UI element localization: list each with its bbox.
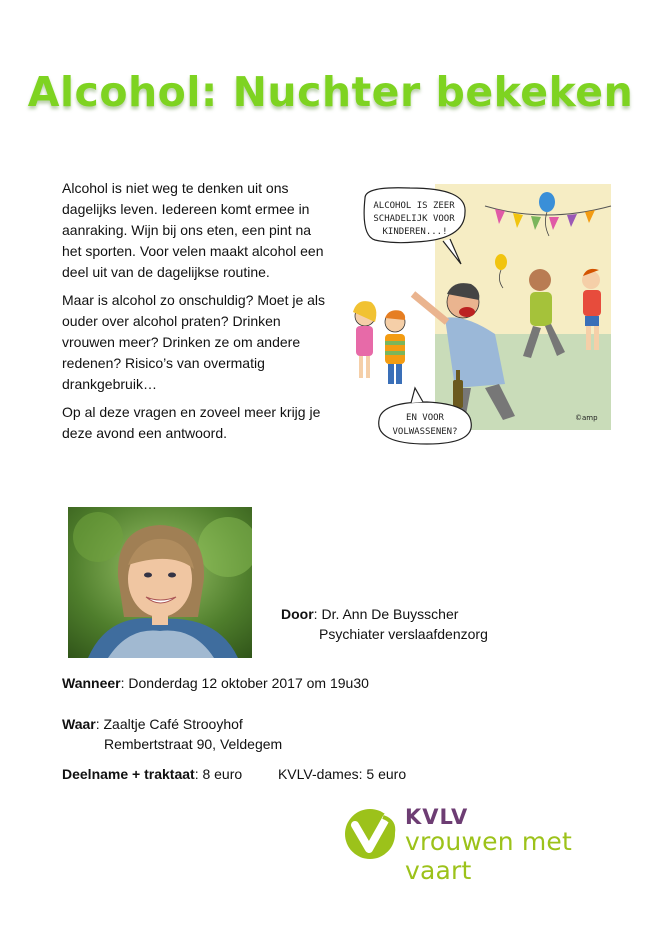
bubble-top-line-1: ALCOHOL IS ZEER [373,201,455,211]
where-label: Waar [62,716,96,732]
where-block: Waar: Zaaltje Café Strooyhof Rembertstraat 90, Veldegem [62,716,283,752]
intro-paragraph-3: Op al deze vragen en zoveel meer krijg je deze avond een antwoord. [62,404,321,441]
kvlv-logo [343,805,633,885]
speaker-photo [68,507,252,658]
cartoon-illustration [335,184,611,437]
when-block: Wanneer: Donderdag 12 oktober 2017 om 19u30 [62,675,369,691]
cartoon-signature: ©amp [575,414,598,422]
bubble-top-line-3: KINDEREN...! [382,227,448,237]
bubble-top-line-2: SCHADELIJK VOOR [373,214,455,224]
speaker-label: Door [281,606,314,622]
when-label: Wanneer [62,675,121,691]
speaker-role: Psychiater verslaafdenzorg [319,626,488,642]
speaker-block: Door: Dr. Ann De Buysscher Psychiater verslaafdenzorg [281,606,488,642]
fee-members: KVLV-dames: 5 euro [277,766,407,782]
page-title: Alcohol: Nuchter bekeken [27,68,634,116]
logo-name: KVLV [405,805,469,829]
fee-block: Deelname + traktaat: 8 euro KVLV-dames: 5 euro [62,766,407,782]
fee-label: Deelname + traktaat [62,766,195,782]
intro-text [62,178,332,451]
when-value: Donderdag 12 oktober 2017 om 19u30 [128,675,369,691]
bubble-bottom-line-1: EN VOOR [406,413,444,423]
bubble-bottom-line-2: VOLWASSENEN? [392,427,458,437]
intro-paragraph-1: Alcohol is niet weg te denken uit ons dagelijks leven. Iedereen komt ermee in aanraking. Wijn bij ons eten, een pint na het sporten. Voor velen maakt alcohol een deel uit van de dagelijkse routine. [62,180,324,280]
intro-paragraph-2: Maar is alcohol zo onschuldig? Moet je als ouder over alcohol praten? Drinken vrouwen meer? Drinken ze om andere redenen? Risico’s van overmatig drankgebruik… [62,292,326,392]
where-line-2: Rembertstraat 90, Veldegem [104,736,283,752]
fee-value: 8 euro [202,766,243,782]
kvlv-logo-mark-icon [343,805,401,863]
logo-tagline: vrouwen met vaart [405,827,573,885]
where-line-1: Zaaltje Café Strooyhof [103,716,243,732]
speaker-name: Dr. Ann De Buysscher [321,606,459,622]
